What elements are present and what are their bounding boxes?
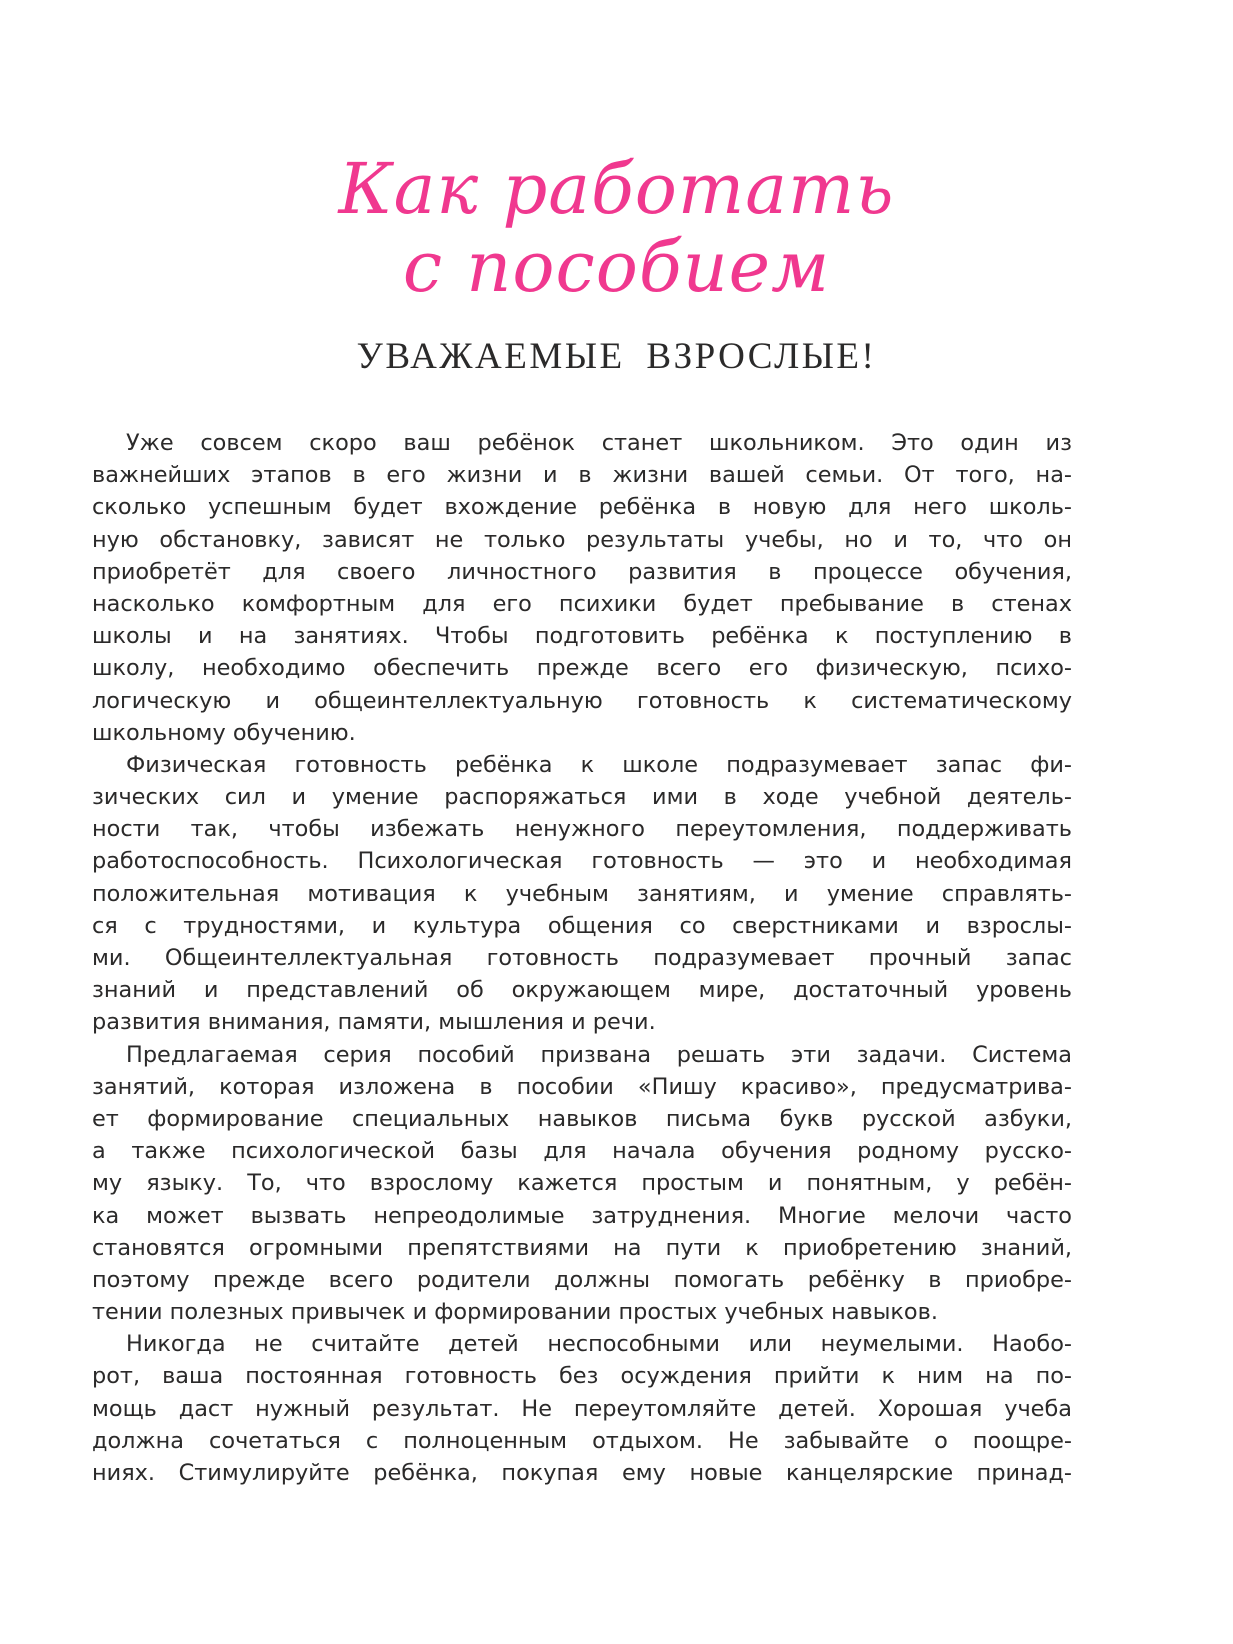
- text-line: насколько комфортным для его психики будет пребывание в стенах: [92, 590, 1072, 617]
- section-heading: УВАЖАЕМЫЕ ВЗРОСЛЫЕ!: [356, 336, 877, 377]
- text-line: знаний и представлений об окружающем мире, достаточный уровень: [92, 977, 1072, 1004]
- paragraph: [92, 1328, 1072, 1489]
- text-line: должна сочетаться с полноценным отдыхом. Не забывайте о поощре-: [92, 1427, 1072, 1454]
- text-line: школы и на занятиях. Чтобы подготовить ребёнка к поступлению в: [92, 623, 1072, 650]
- text-line: а также психологической базы для начала обучения родному русско-: [92, 1138, 1072, 1165]
- text-line: работоспособность. Психологическая готовность — это и необходимая: [92, 848, 1072, 875]
- title-line-2: с пособием: [402, 226, 831, 308]
- text-line: ности так, чтобы избежать ненужного переутомления, поддерживать: [92, 816, 1072, 843]
- text-line: развития внимания, памяти, мышления и речи.: [92, 1009, 656, 1036]
- text-line: школу, необходимо обеспечить прежде всего его физическую, психо-: [92, 655, 1072, 682]
- text-line: мощь даст нужный результат. Не переутомляйте детей. Хорошая учеба: [92, 1395, 1072, 1422]
- text-line: ми. Общеинтеллектуальная готовность подразумевает прочный запас: [92, 945, 1072, 971]
- text-line: Физическая готовность ребёнка к школе подразумевает запас фи-: [126, 751, 1072, 778]
- paragraph: [92, 749, 1072, 1039]
- text-line: Никогда не считайте детей неспособными или неумелыми. Наобо-: [126, 1331, 1072, 1358]
- text-line: ет формирование специальных навыков письма букв русской азбуки,: [92, 1105, 1072, 1132]
- text-line: положительная мотивация к учебным занятиям, и умение справлять-: [92, 880, 1072, 907]
- text-line: ка может вызвать непреодолимые затруднения. Многие мелочи часто: [92, 1202, 1072, 1229]
- text-line: Предлагаемая серия пособий призвана решать эти задачи. Система: [126, 1041, 1072, 1068]
- text-line: тении полезных привычек и формировании простых учебных навыков.: [92, 1299, 938, 1326]
- text-line: ся с трудностями, и культура общения со сверстниками и взрослы-: [92, 912, 1072, 939]
- text-line: занятий, которая изложена в пособии «Пишу красиво», предусматрива-: [92, 1073, 1072, 1100]
- text-line: важнейших этапов в его жизни и в жизни вашей семьи. От того, на-: [92, 462, 1072, 489]
- text-line: становятся огромными препятствиями на пути к приобретению знаний,: [92, 1234, 1072, 1261]
- text-line: ную обстановку, зависят не только результаты учебы, но и то, что он: [92, 526, 1072, 553]
- text-line: зических сил и умение распоряжаться ими в ходе учебной деятель-: [92, 784, 1072, 811]
- text-line: логическую и общеинтеллектуальную готовность к систематическому: [92, 687, 1072, 714]
- paragraph: [92, 427, 1072, 749]
- text-line: Уже совсем скоро ваш ребёнок станет школьником. Это один из: [126, 430, 1072, 456]
- title-line-1: Как работать: [338, 148, 895, 230]
- paragraph: [92, 1039, 1072, 1329]
- text-line: ниях. Стимулируйте ребёнка, покупая ему новые канцелярские принад-: [92, 1460, 1072, 1486]
- page-title: [0, 150, 1233, 306]
- text-line: поэтому прежде всего родители должны помогать ребёнку в приобре-: [92, 1266, 1072, 1293]
- body-text: [92, 427, 1072, 1489]
- text-line: сколько успешным будет вхождение ребёнка в новую для него школь-: [92, 494, 1072, 521]
- text-line: школьному обучению.: [92, 719, 356, 746]
- text-line: приобретёт для своего личностного развития в процессе обучения,: [92, 558, 1072, 585]
- text-line: рот, ваша постоянная готовность без осуждения прийти к ним на по-: [92, 1363, 1072, 1390]
- text-line: му языку. То, что взрослому кажется простым и понятным, у ребён-: [92, 1170, 1072, 1197]
